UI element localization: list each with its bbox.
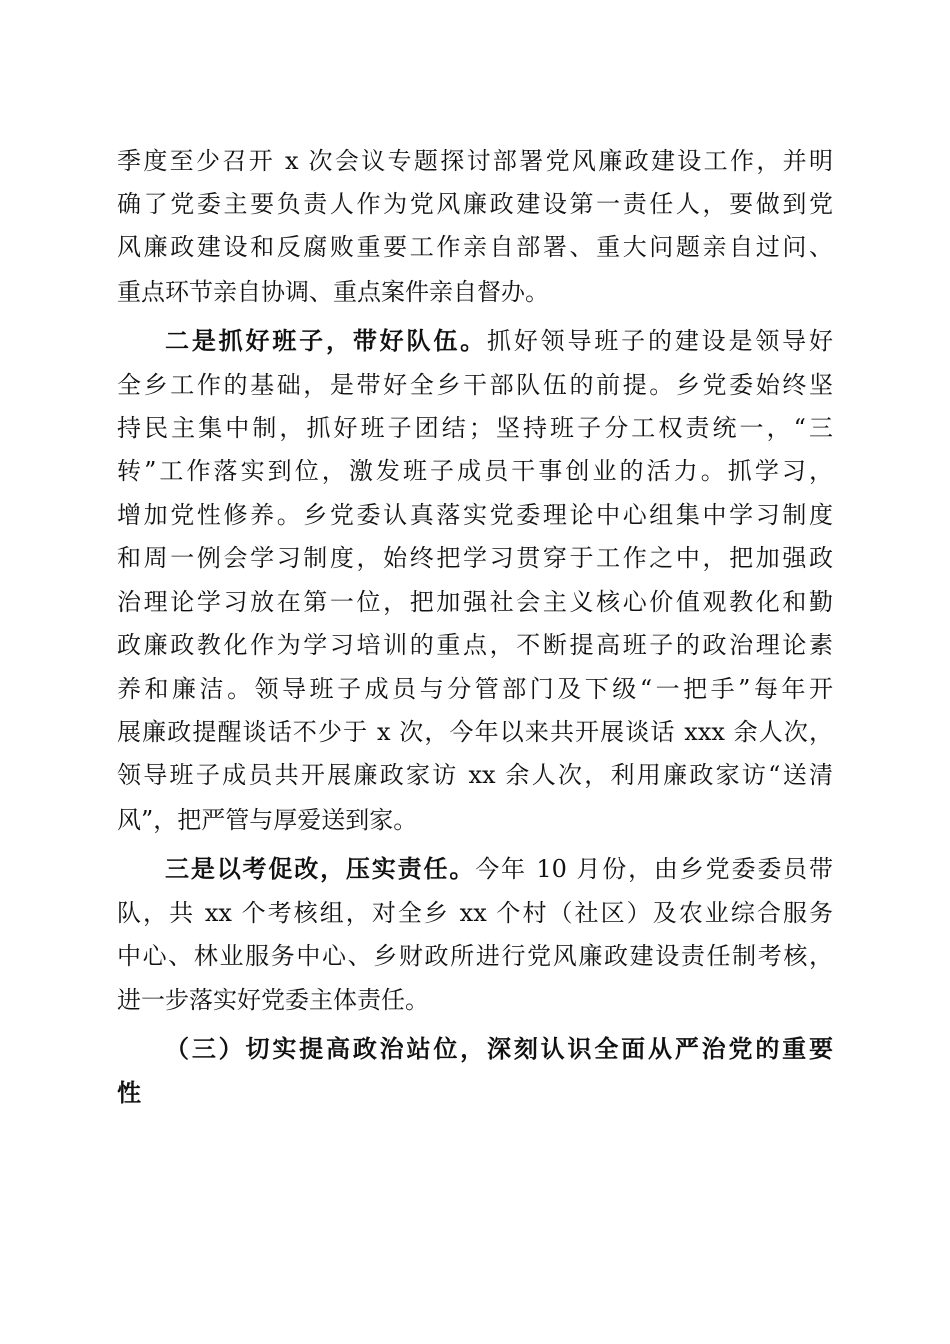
para2-first-rest: 抓好领导班子的建设是领导好 <box>487 327 833 355</box>
para2-line-6: 和周一例会学习制度，始终把学习贯穿于工作之中，把加强政 <box>117 544 833 572</box>
para3-line-4: 进一步落实好党委主体责任。 <box>117 986 429 1014</box>
para2-line-12: 风”，把严管与厚爱送到家。 <box>117 806 418 834</box>
para2-line-9: 养和廉洁。领导班子成员与分管部门及下级“一把手”每年开 <box>117 675 833 703</box>
para1-line-2: 确了党委主要负责人作为党风廉政建设第一责任人，要做到党 <box>117 190 833 218</box>
para1-line-3: 风廉政建设和反腐败重要工作亲自部署、重大问题亲自过问、 <box>117 233 833 261</box>
para2-line-2: 全乡工作的基础，是带好全乡干部队伍的前提。乡党委始终坚 <box>117 371 833 399</box>
para3-line-1 <box>165 854 833 884</box>
para2-line-5: 增加党性修养。乡党委认真落实党委理论中心组集中学习制度 <box>117 501 833 529</box>
para2-line-11: 领导班子成员共开展廉政家访 xx 余人次，利用廉政家访“送清 <box>117 761 833 789</box>
para3-lead: 三是以考促改，压实责任。 <box>165 854 476 883</box>
para2-line-4: 转”工作落实到位，激发班子成员干事创业的活力。抓学习， <box>117 457 833 485</box>
section-heading-3-line-1: （三）切实提高政治站位，深刻认识全面从严治党的重要 <box>165 1034 833 1063</box>
para2-line-8: 政廉政教化作为学习培训的重点，不断提高班子的政治理论素 <box>117 631 833 659</box>
para3-line-3: 中心、林业服务中心、乡财政所进行党风廉政建设责任制考核， <box>117 942 833 970</box>
para2-line-10: 展廉政提醒谈话不少于 x 次，今年以来共开展谈话 xxx 余人次， <box>117 718 833 746</box>
para3-line-2: 队，共 xx 个考核组，对全乡 xx 个村（社区）及农业综合服务 <box>117 899 833 927</box>
para1-line-4: 重点环节亲自协调、重点案件亲自督办。 <box>117 278 549 306</box>
para2-line-3: 持民主集中制，抓好班子团结；坚持班子分工权责统一，“三 <box>117 414 833 442</box>
section-heading-3-line-2: 性 <box>117 1078 141 1107</box>
para3-first-rest: 今年 10 月份，由乡党委委员带 <box>475 855 834 883</box>
para2-lead: 二是抓好班子，带好队伍。 <box>165 326 487 355</box>
para2-line-7: 治理论学习放在第一位，把加强社会主义核心价值观教化和勤 <box>117 588 833 616</box>
para1-line-1: 季度至少召开 x 次会议专题探讨部署党风廉政建设工作，并明 <box>117 147 833 175</box>
para2-line-1 <box>165 326 833 356</box>
